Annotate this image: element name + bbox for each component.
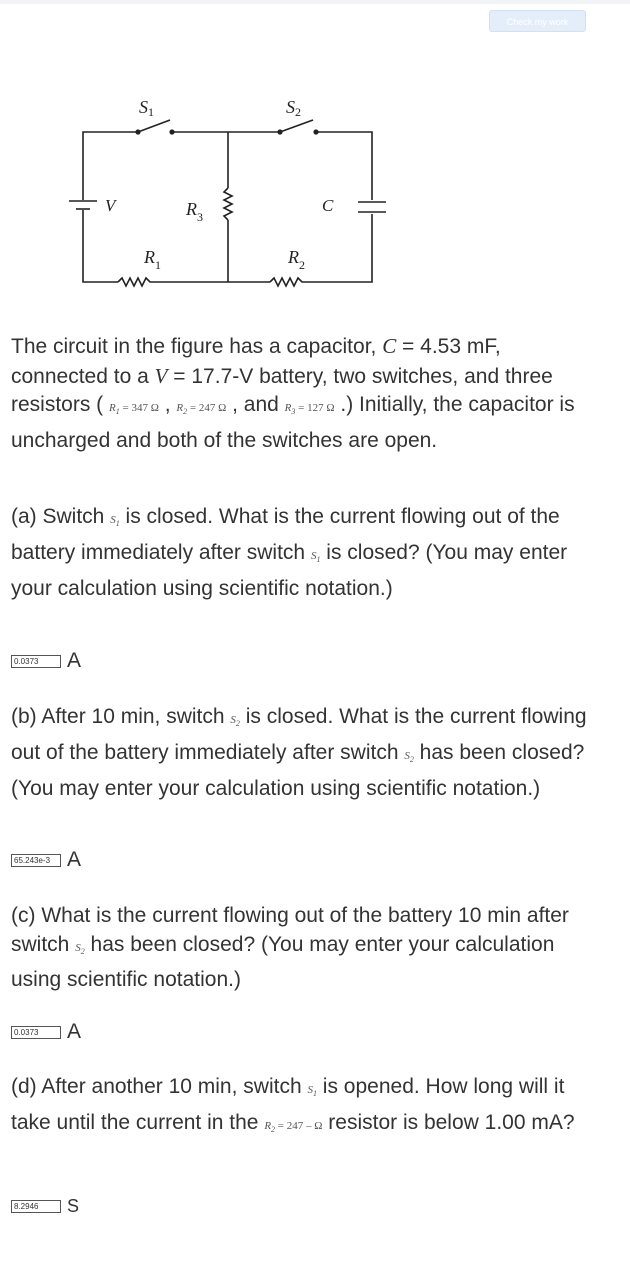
label-s1: S1 (139, 97, 154, 119)
switch-s1-blade (138, 120, 170, 132)
switch-symbol: $S_2$ (75, 941, 85, 956)
question-d: (d) After another 10 min, switch $S_1$ is opened. How long will it take until the current in the $R_2 = 247 - \Omega$ resistor is below 1.00 mA? (11, 1075, 575, 1134)
switch-symbol: $S_2$ (404, 749, 414, 764)
answer-input-c[interactable]: 0.0373 (11, 1026, 61, 1039)
answer-row-d (11, 1194, 79, 1218)
question-c: (c) What is the current flowing out of the battery 10 min after switch $S_2$ has been closed? (You may enter your calculation using scientific notation.) (11, 904, 569, 992)
label-v: V (105, 196, 116, 215)
resistor-r2 (270, 278, 312, 286)
answer-input-a[interactable]: 0.0373 (11, 655, 61, 668)
circuit-diagram (0, 60, 630, 310)
label-c: C (322, 196, 334, 215)
wire-top-left (83, 132, 136, 133)
switch-symbol: $S_1$ (307, 1084, 317, 1099)
wire-top-right (318, 132, 372, 200)
r2-value: $R_2 = 247$ Ω (176, 402, 227, 417)
r1-value: $R_1 = 347$ Ω (109, 402, 159, 417)
label-r3: $R_3$ (186, 199, 203, 224)
answer-row-b (11, 848, 81, 872)
switch-s2-right-contact (314, 130, 318, 134)
answer-input-b[interactable]: 65.243e-3 (11, 854, 61, 867)
intro-paragraph: The circuit in the figure has a capacitor, C = 4.53 mF, connected to a V = 17.7-V battery, two switches, and three resistors ( $R_1 = 347$ Ω , $R_2 = 247$ Ω , and $R_3 = 127$ Ω .) Initially, the capacitor is uncharged and both of the switches are open. (11, 334, 575, 452)
switch-symbol: $S_2$ (230, 714, 240, 729)
r2-symbol: $R_2 = 247 - \Omega$ (264, 1119, 323, 1134)
label-r1: $R_1$ (144, 247, 161, 272)
unit-b: A (67, 848, 82, 871)
answer-input-d[interactable]: 8.2946 (11, 1200, 61, 1213)
switch-symbol: $S_1$ (110, 514, 120, 529)
r3-value: $R_3 = 127$ Ω (284, 402, 335, 417)
question-b: (b) After 10 min, switch $S_2$ is closed. What is the current flowing out of the battery immediately after switch $S_2$ has been closed? (You may enter your calculation using scientific notation.) (11, 705, 587, 800)
top-border (0, 0, 630, 4)
unit-a: A (67, 649, 82, 672)
question-a: (a) Switch $S_1$ is closed. What is the current flowing out of the battery immediately after switch $S_1$ is closed? (You may enter your calculation using scientific notation.) (11, 505, 568, 600)
switch-symbol: $S_1$ (310, 549, 321, 564)
resistor-r1 (118, 278, 160, 286)
resistor-r3 (224, 188, 232, 220)
unit-d: S (67, 1195, 80, 1216)
check-my-work-button[interactable]: Check my work (489, 10, 586, 32)
wire-left-lower (83, 210, 118, 282)
answer-row-c (11, 1020, 81, 1044)
label-r2: $R_2$ (288, 247, 305, 272)
switch-s2-blade (280, 120, 313, 132)
switch-s1-right-contact (170, 130, 174, 134)
wire-bottom-right (312, 214, 372, 282)
answer-row-a (11, 649, 81, 673)
unit-c: A (67, 1020, 82, 1043)
label-s2: S2 (286, 97, 301, 119)
